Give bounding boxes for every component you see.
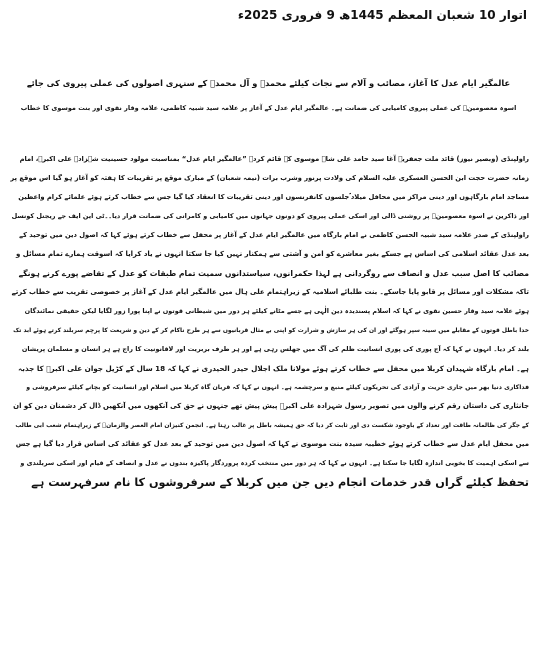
article-line: اور ذاکرین نے اسوہ معصومینؑ پر روشنی ڈالی اور اسکی عملی پیروی کو دونوں جہانوں میں کامیابی و کامرانی کی ضمانت قرار دیا۔۔ٹی این ایف جے ریجنل کونسل (11, 212, 529, 220)
article-line: مساجد امام بارگاہوں اور دینی مراکز میں محافل میلاد ؐجلسوں کانفرنسوں اور دینی تقریبات کا انعقاد کیا گیا جس سے خطاب کرتے ہوئے علمائے کرام واعظین (18, 193, 529, 201)
article-line: خدا باطل قوتوں کے مقابلے میں سینہ سپر ہوگئے اور ان کی ہر سازش و شرارت کو اپنی بے مثال قربانیوں سے ہر طرح ناکام کر کے دین و شریعت کا پرچم سربلند کرتے ہوئے ابد تک (13, 327, 529, 334)
article-line: ہے۔ امام بارگاہ شہیدان کربلا میں محفل سے خطاب کرتے ہوئے مولانا ملک اجلال حیدر الحیدری نے کہا کہ 18 سال کے کڑیل جوان علی اکبرؑ کا جذبہ (18, 364, 529, 373)
article-line: بعد عدل عقائد اسلامی کی اساس ہے جسکے بغیر معاشرے کو امن و آشتی سے ہمکنار نہیں کیا جا سکتا انہوں نے یاد کرایا کہ اسوقت ہمارے تمام مسائل و (16, 250, 529, 258)
article-line: تاکہ مشکلات اور مسائل پر قابو پایا جاسکے۔ بنت طلبائے اسلامیہ کے زیراہتمام علی ہال میں عالمگیر ایام عدل کے آغاز پر خصوصی تقریب سے خطاب کرتے (11, 288, 529, 296)
dateline: اتوار 10 شعبان المعظم 1445ھ 9 فروری 2025ء (237, 8, 527, 22)
article-line: راولپنڈی کے صدر علامہ سید شبیہ الحسن کاظمی نے امام بارگاہ میں عالمگیر ایام عدل کے آغاز پر محفل سے خطاب کرتے ہوئے کہا کہ اصول دین میں توحید کے (19, 231, 529, 239)
article-line: میں محفل ایام عدل سے خطاب کرتے ہوئے خطیبہ سیدہ بنت موسوی نے کہا کہ اصول دین میں توحید کے بعد عدل کو عقائد کی اساس قرار دیا گیا ہے جس (15, 440, 529, 448)
article-line: بلند کر دیا۔ انہوں نے کہا کہ آج پوری کی پوری انسانیت ظلم کی آگ میں جھلس رہی ہے اور ہر طرف بربریت اور لاقانونیت کا راج ہے ہر انسان و مسلمان پریشان (21, 345, 529, 353)
article-line: فداکاری دنیا بھر میں جاری حریت و آزادی کی تحریکوں کیلئے منبع و سرچشمہ ہے۔ انہوں نے کہا کہ قربان گاہ کربلا میں اسلام اور انسانیت کو بچانے کیلئے سرفروشی و (26, 384, 529, 391)
subheadline: اسوہ معصومینؑ کی عملی پیروی کامیابی کی ضمانت ہے۔ عالمگیر ایام عدل کے آغاز پر علامہ سید شبیہ کاظمی، علامہ وقار نقوی اور بنت موسوی کا خطاب (20, 104, 517, 112)
article-line: مصائب کا اصل سبب عدل و انصاف سے روگردانی ہے لہذا حکمرانوں، سیاستدانوں سمیت تمام طبقات کو عدل کے تقاضے پورے کرنے ہونگے (18, 269, 529, 278)
article-line: ہوئے علامہ سید وقار حسین نقوی نے کہا کہ اسلام پسندیدہ دین الٰہی ہے جسے مٹانے کیلئے ہر دور میں شیطانی قوتوں نے اپنا پورا زور لگایا لیکن حقیقی نمائندگان (24, 307, 529, 315)
article-line: کے جگر کی ظالمانہ طاقت اور تعداد کے باوجود شکست دی اور ثابت کر دیا کہ حق ہمیشہ باطل پر غالب رہتا ہے۔ انجمن کنیزان امام العصر والزمانؑ کے زیراہتمام شعب ابی طالب (15, 422, 529, 429)
headline: عالمگیر ایام عدل کا آغاز، مصائب و آلام سے نجات کیلئے محمدؐ و آل محمدؑ کے سنہری اصولوں کی عملی پیروی کی جائے (26, 78, 511, 88)
article-line: سے اسکی اہمیت کا بخوبی اندازہ لگایا جا سکتا ہے۔ انہوں نے کہا کہ ہر دور میں منتخب کردہ پروردگار پاکیزہ بندوں نے عدل و انصاف کے قیام اور اسکی سربلندی و (20, 459, 529, 467)
article-line: تحفظ کیلئے گراں قدر خدمات انجام دیں جن میں کربلا کے سرفروشوں کا نام سرفہرست ہے (31, 476, 529, 489)
article-line: راولپنڈی (وبصیر نیوز) قائد ملت جعفریہ آغا سید حامد علی شاہ موسوی کے قائم کردہ ”عالمگیر ایام عدل“ بمناسبت مولود حسینیت شہزادہ علی اکبرؑ، امام (19, 155, 529, 163)
article-line: جانثاری کی داستان رقم کرنے والوں میں تصویر رسول شہزادہ علی اکبرؑ پیش پیش تھے جنہوں نے حق کی آنکھوں میں آنکھیں ڈال کر دشمنان دین کو ان (13, 402, 529, 410)
article-body (8, 150, 529, 642)
article-line: زمانہ حضرت حجت ابن الحسن العسکری علیہ السلام کی ولادت پرنور وشرب برات (نیمہ شعبان) کے مبارک موقع پر تقریبات کا ہفتہ کو آغاز ہو گیا اس موقع پر (10, 174, 529, 182)
